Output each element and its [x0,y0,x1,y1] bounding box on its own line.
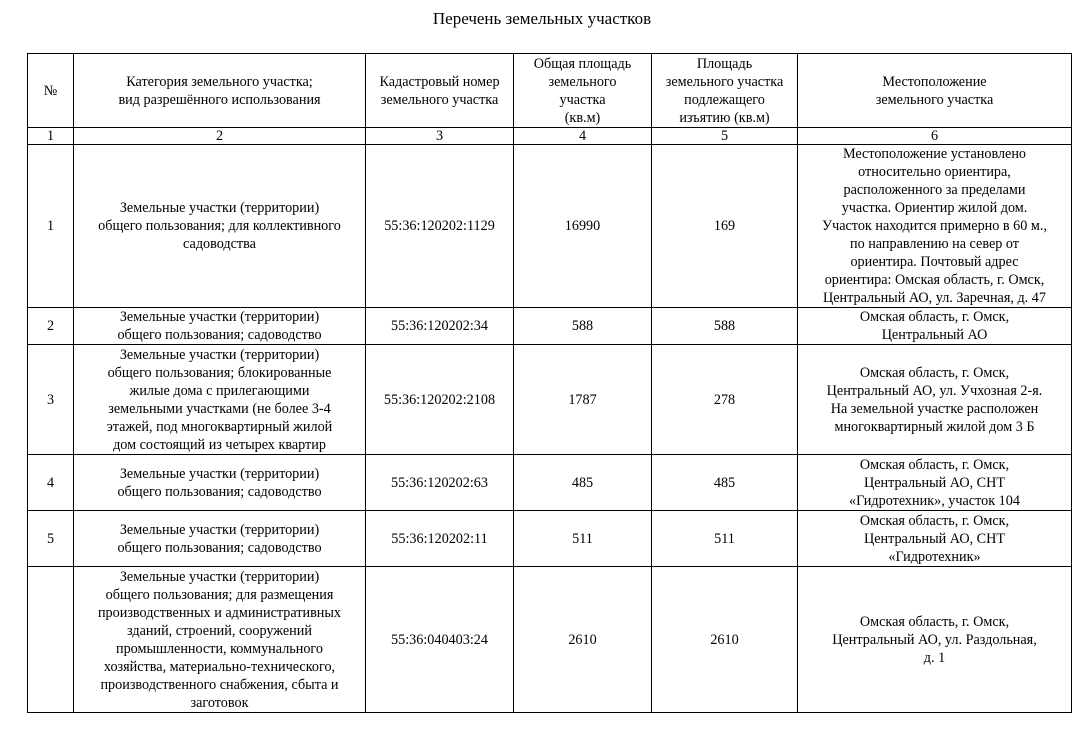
table-row [28,455,1072,511]
header-cadastral-number: Кадастровый номер земельного участка [366,54,514,128]
row-category: Земельные участки (территории) общего пользования; для коллективного садоводства [74,145,366,308]
row-seized-area: 278 [652,345,798,455]
row-seized-area: 485 [652,455,798,511]
column-number: 1 [28,128,74,145]
row-total-area: 1787 [514,345,652,455]
column-number: 5 [652,128,798,145]
row-total-area: 588 [514,308,652,345]
column-number: 4 [514,128,652,145]
row-cadastral-number: 55:36:120202:63 [366,455,514,511]
table-row [28,511,1072,567]
column-number: 6 [798,128,1072,145]
row-seized-area: 511 [652,511,798,567]
row-location: Омская область, г. Омск, Центральный АО, ул. Учхозная 2-я. На земельной участке расположен многоквартирный жилой дом 3 Б [798,345,1072,455]
row-category: Земельные участки (территории) общего пользования; садоводство [74,511,366,567]
row-total-area: 2610 [514,567,652,713]
row-cadastral-number: 55:36:120202:11 [366,511,514,567]
row-category: Земельные участки (территории) общего пользования; для размещения производственных и административных зданий, строений, сооружений промышленности, коммунального хозяйства, материально-технического, производственного снабжения, сбыта и заготовок [74,567,366,713]
row-cadastral-number: 55:36:120202:34 [366,308,514,345]
row-cadastral-number: 55:36:040403:24 [366,567,514,713]
row-location: Омская область, г. Омск, Центральный АО, ул. Раздольная, д. 1 [798,567,1072,713]
header-number: № [28,54,74,128]
table-row [28,567,1072,713]
row-category: Земельные участки (территории) общего пользования; садоводство [74,455,366,511]
row-category: Земельные участки (территории) общего пользования; садоводство [74,308,366,345]
row-location: Омская область, г. Омск, Центральный АО [798,308,1072,345]
table-header-row [28,54,1072,128]
column-number-row [28,128,1072,145]
table-row [28,145,1072,308]
table-row [28,345,1072,455]
table-row [28,308,1072,345]
row-category: Земельные участки (территории) общего пользования; блокированные жилые дома с прилегающими земельными участками (не более 3-4 этажей, под многоквартирный жилой дом состоящий из четырех квартир [74,345,366,455]
row-number [28,567,74,713]
row-seized-area: 588 [652,308,798,345]
header-location: Местоположение земельного участка [798,54,1072,128]
row-seized-area: 2610 [652,567,798,713]
header-total-area: Общая площадь земельного участка (кв.м) [514,54,652,128]
column-number: 2 [74,128,366,145]
row-number: 2 [28,308,74,345]
row-seized-area: 169 [652,145,798,308]
row-total-area: 511 [514,511,652,567]
row-number: 1 [28,145,74,308]
column-number: 3 [366,128,514,145]
row-number: 5 [28,511,74,567]
row-total-area: 485 [514,455,652,511]
row-number: 4 [28,455,74,511]
row-cadastral-number: 55:36:120202:1129 [366,145,514,308]
land-plots-table [27,53,1072,713]
header-seized-area: Площадь земельного участка подлежащего изъятию (кв.м) [652,54,798,128]
row-location: Омская область, г. Омск, Центральный АО, СНТ «Гидротехник» [798,511,1072,567]
row-location: Местоположение установлено относительно ориентира, расположенного за пределами участка. Ориентир жилой дом. Участок находится примерно в 60 м., по направлению на север от ориентира. Почтовый адрес ориентира: Омская область, г. Омск, Центральный АО, ул. Заречная, д. 47 [798,145,1072,308]
row-location: Омская область, г. Омск, Центральный АО, СНТ «Гидротехник», участок 104 [798,455,1072,511]
row-total-area: 16990 [514,145,652,308]
header-category: Категория земельного участка; вид разрешённого использования [74,54,366,128]
row-number: 3 [28,345,74,455]
document-title: Перечень земельных участков [432,9,652,28]
row-cadastral-number: 55:36:120202:2108 [366,345,514,455]
